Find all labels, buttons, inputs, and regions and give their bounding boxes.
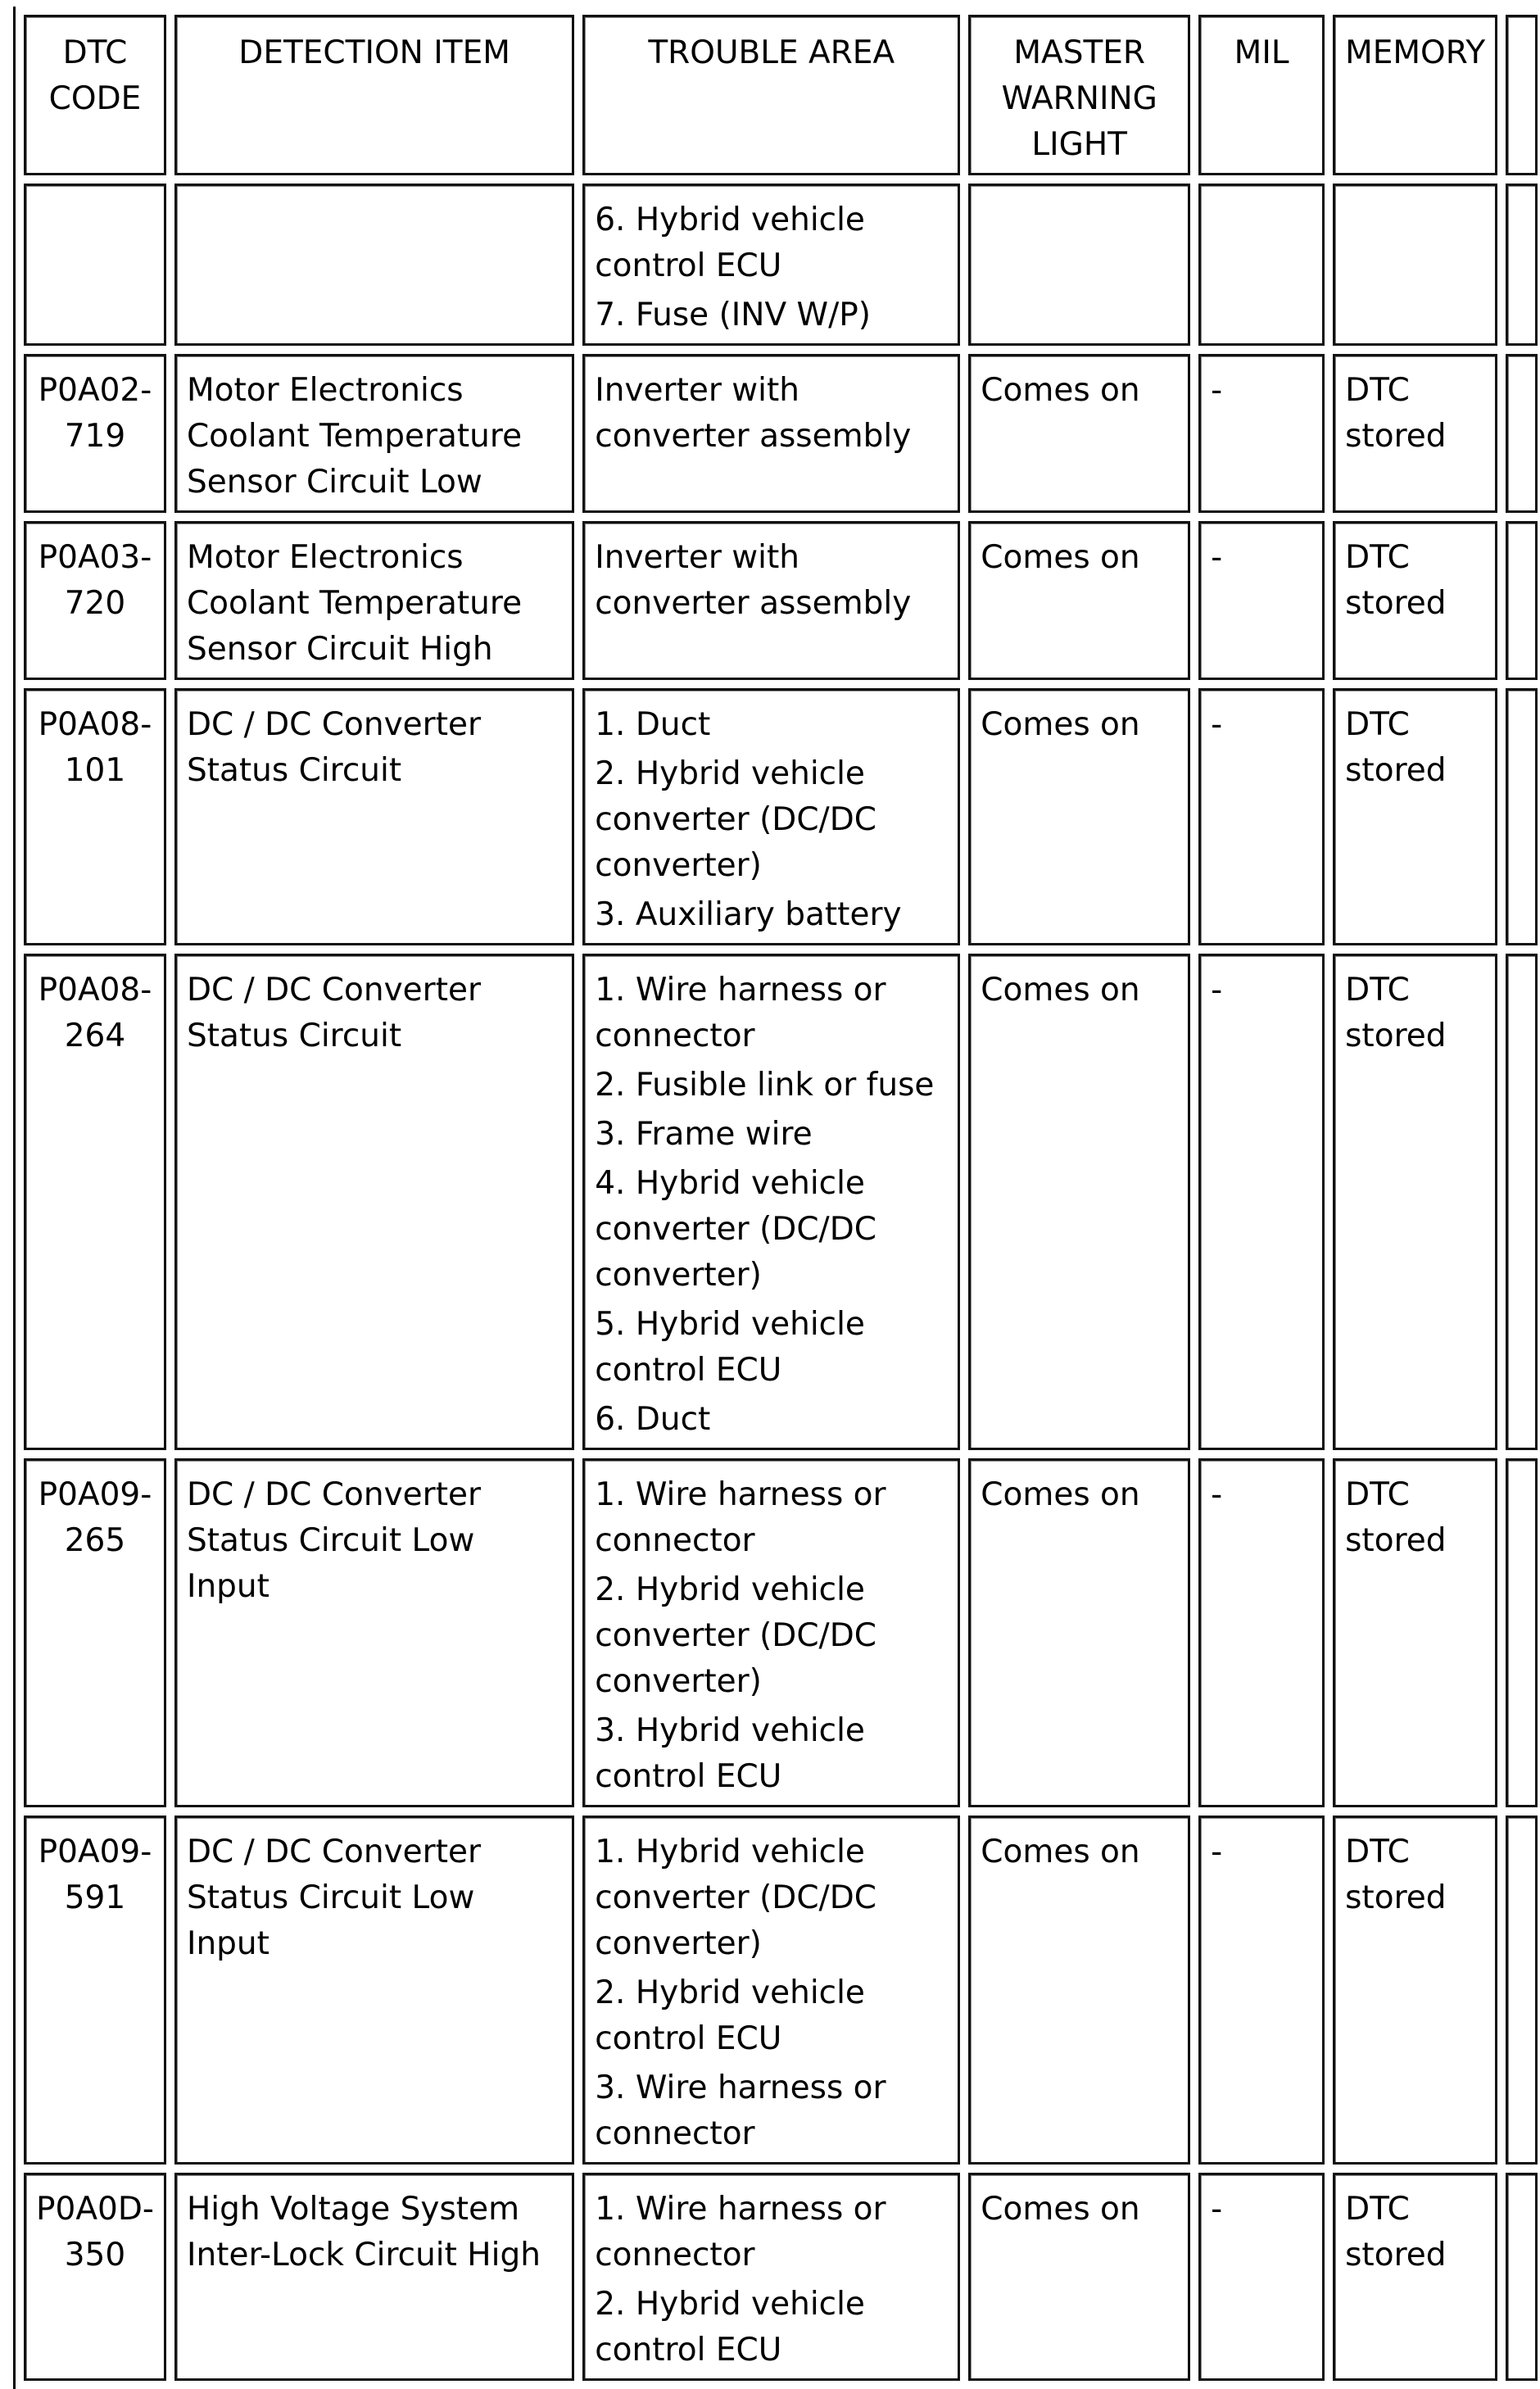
header-mil: MIL xyxy=(1198,15,1325,175)
mil-cell xyxy=(1198,184,1325,346)
dtc-code-cell: P0A02-719 xyxy=(24,354,166,513)
detection-item-cell: Motor Electronics Coolant Temperature Sensor Circuit Low xyxy=(174,354,574,513)
header-trouble-area: TROUBLE AREA xyxy=(582,15,960,175)
clipped-column-cell xyxy=(1506,2173,1538,2381)
trouble-area-item: 1. Hybrid vehicle converter (DC/DC converter) xyxy=(595,1834,876,1962)
clipped-column-cell xyxy=(1506,688,1538,945)
trouble-area-cell xyxy=(582,184,960,346)
memory-cell: DTC stored xyxy=(1333,1458,1497,1807)
detection-item-cell: DC / DC Converter Status Circuit xyxy=(174,688,574,945)
header-detection-item: DETECTION ITEM xyxy=(174,15,574,175)
mil-cell: - xyxy=(1198,354,1325,513)
dtc-code-cell: P0A08-101 xyxy=(24,688,166,945)
table-row xyxy=(24,1458,1538,1807)
clipped-column-cell xyxy=(1506,1816,1538,2165)
mil-cell: - xyxy=(1198,954,1325,1450)
trouble-area-cell xyxy=(582,1458,960,1807)
memory-cell: DTC stored xyxy=(1333,521,1497,680)
master-warning-light-cell: Comes on xyxy=(968,1458,1190,1807)
table-header-row xyxy=(24,15,1538,175)
memory-cell: DTC stored xyxy=(1333,2173,1497,2381)
clipped-column-cell xyxy=(1506,954,1538,1450)
memory-cell: DTC stored xyxy=(1333,688,1497,945)
mil-cell: - xyxy=(1198,1816,1325,2165)
dtc-code-cell: P0A08-264 xyxy=(24,954,166,1450)
master-warning-light-cell xyxy=(968,184,1190,346)
dtc-table xyxy=(13,7,1540,2389)
trouble-area-item: 6. Hybrid vehicle control ECU xyxy=(595,202,865,284)
master-warning-light-cell: Comes on xyxy=(968,354,1190,513)
trouble-area-item: 1. Wire harness or connector xyxy=(595,2191,886,2273)
table-row xyxy=(24,954,1538,1450)
trouble-area-item: Inverter with converter assembly xyxy=(595,539,912,622)
header-master-warning-light: MASTER WARNING LIGHT xyxy=(968,15,1190,175)
table-row xyxy=(24,184,1538,346)
trouble-area-cell xyxy=(582,521,960,680)
trouble-area-item: 7. Fuse (INV W/P) xyxy=(595,297,871,333)
trouble-area-cell xyxy=(582,954,960,1450)
trouble-area-item: 2. Hybrid vehicle converter (DC/DC converter) xyxy=(595,755,876,884)
table-body xyxy=(24,184,1538,2381)
header-clipped-column xyxy=(1506,15,1538,175)
trouble-area-cell xyxy=(582,354,960,513)
memory-cell xyxy=(1333,184,1497,346)
master-warning-light-cell: Comes on xyxy=(968,2173,1190,2381)
clipped-column-cell xyxy=(1506,354,1538,513)
trouble-area-cell xyxy=(582,688,960,945)
trouble-area-item: 1. Duct xyxy=(595,706,711,743)
header-dtc-code: DTC CODE xyxy=(24,15,166,175)
dtc-code-cell: P0A09-591 xyxy=(24,1816,166,2165)
dtc-table-container xyxy=(21,15,1540,2381)
detection-item-cell: DC / DC Converter Status Circuit Low Input xyxy=(174,1458,574,1807)
clipped-column-cell xyxy=(1506,521,1538,680)
trouble-area-cell xyxy=(582,2173,960,2381)
trouble-area-item: 3. Frame wire xyxy=(595,1116,813,1153)
trouble-area-item: 4. Hybrid vehicle converter (DC/DC converter) xyxy=(595,1165,876,1294)
memory-cell: DTC stored xyxy=(1333,1816,1497,2165)
trouble-area-item: 6. Duct xyxy=(595,1401,711,1438)
dtc-code-cell: P0A03-720 xyxy=(24,521,166,680)
trouble-area-item: 3. Hybrid vehicle control ECU xyxy=(595,1712,865,1795)
trouble-area-item: 2. Fusible link or fuse xyxy=(595,1067,935,1104)
table-row xyxy=(24,354,1538,513)
table-row xyxy=(24,688,1538,945)
mil-cell: - xyxy=(1198,688,1325,945)
table-row xyxy=(24,1816,1538,2165)
mil-cell: - xyxy=(1198,1458,1325,1807)
detection-item-cell: DC / DC Converter Status Circuit Low Input xyxy=(174,1816,574,2165)
memory-cell: DTC stored xyxy=(1333,954,1497,1450)
trouble-area-item: Inverter with converter assembly xyxy=(595,372,912,455)
clipped-column-cell xyxy=(1506,1458,1538,1807)
mil-cell: - xyxy=(1198,2173,1325,2381)
clipped-column-cell xyxy=(1506,184,1538,346)
table-row xyxy=(24,2173,1538,2381)
trouble-area-cell xyxy=(582,1816,960,2165)
trouble-area-item: 1. Wire harness or connector xyxy=(595,972,886,1054)
master-warning-light-cell: Comes on xyxy=(968,521,1190,680)
dtc-code-cell: P0A09-265 xyxy=(24,1458,166,1807)
dtc-code-cell xyxy=(24,184,166,346)
master-warning-light-cell: Comes on xyxy=(968,688,1190,945)
memory-cell: DTC stored xyxy=(1333,354,1497,513)
mil-cell: - xyxy=(1198,521,1325,680)
trouble-area-item: 2. Hybrid vehicle control ECU xyxy=(595,2286,865,2369)
trouble-area-item: 2. Hybrid vehicle converter (DC/DC converter) xyxy=(595,1571,876,1700)
dtc-code-cell: P0A0D-350 xyxy=(24,2173,166,2381)
detection-item-cell: High Voltage System Inter-Lock Circuit High xyxy=(174,2173,574,2381)
master-warning-light-cell: Comes on xyxy=(968,1816,1190,2165)
detection-item-cell xyxy=(174,184,574,346)
trouble-area-item: 3. Auxiliary battery xyxy=(595,896,902,933)
table-row xyxy=(24,521,1538,680)
trouble-area-item: 3. Wire harness or connector xyxy=(595,2069,886,2152)
trouble-area-item: 2. Hybrid vehicle control ECU xyxy=(595,1974,865,2057)
detection-item-cell: Motor Electronics Coolant Temperature Sensor Circuit High xyxy=(174,521,574,680)
master-warning-light-cell: Comes on xyxy=(968,954,1190,1450)
detection-item-cell: DC / DC Converter Status Circuit xyxy=(174,954,574,1450)
trouble-area-item: 5. Hybrid vehicle control ECU xyxy=(595,1306,865,1389)
trouble-area-item: 1. Wire harness or connector xyxy=(595,1476,886,1559)
header-memory: MEMORY xyxy=(1333,15,1497,175)
